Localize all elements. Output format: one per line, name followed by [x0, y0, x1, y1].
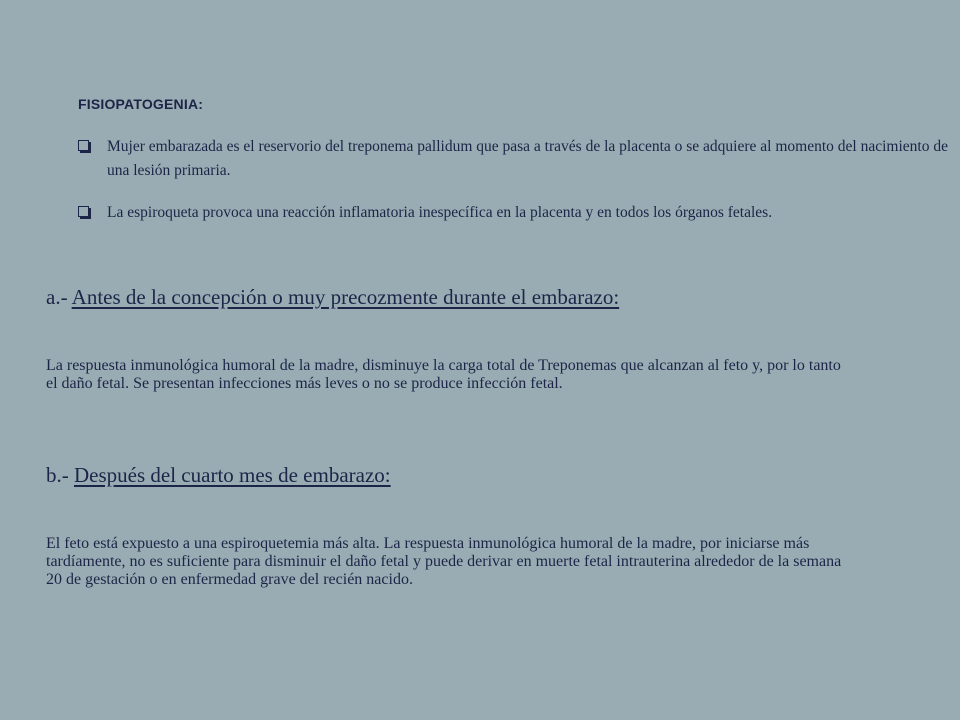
bullet-text: La espiroqueta provoca una reacción inflamatoria inespecífica en la placenta y en todos los órganos fetales.	[107, 204, 773, 221]
bullet-text: Mujer embarazada es el reservorio del treponema pallidum que pasa a través de la placenta o se adquiere al momento del nacimiento de una lesión primaria.	[107, 138, 948, 179]
checkbox-square-icon	[78, 140, 89, 151]
section-title-a	[46, 285, 619, 310]
checkbox-square-icon	[78, 206, 89, 217]
section-prefix: a.-	[46, 285, 72, 309]
section-prefix: b.-	[46, 463, 74, 487]
section-title-b	[46, 463, 391, 488]
slide-heading: FISIOPATOGENIA:	[78, 96, 204, 112]
section-body-a: La respuesta inmunológica humoral de la madre, disminuye la carga total de Treponemas que alcanzan al feto y, por lo tanto el daño fetal. Se presentan infecciones más leves o no se produce infección fetal.	[46, 357, 841, 392]
section-title-text: Después del cuarto mes de embarazo:	[74, 463, 391, 487]
bullet-item	[78, 135, 958, 183]
bullet-item	[78, 201, 958, 225]
section-title-text: Antes de la concepción o muy precozmente durante el embarazo:	[71, 285, 620, 309]
section-body-b: El feto está expuesto a una espiroquetemia más alta. La respuesta inmunológica humoral de la madre, por iniciarse más tardíamente, no es suficiente para disminuir el daño fetal y puede derivar en muerte fetal intrauterina alrededor de la semana 20 de gestación o en enfermedad grave del recién nacido.	[46, 535, 842, 588]
